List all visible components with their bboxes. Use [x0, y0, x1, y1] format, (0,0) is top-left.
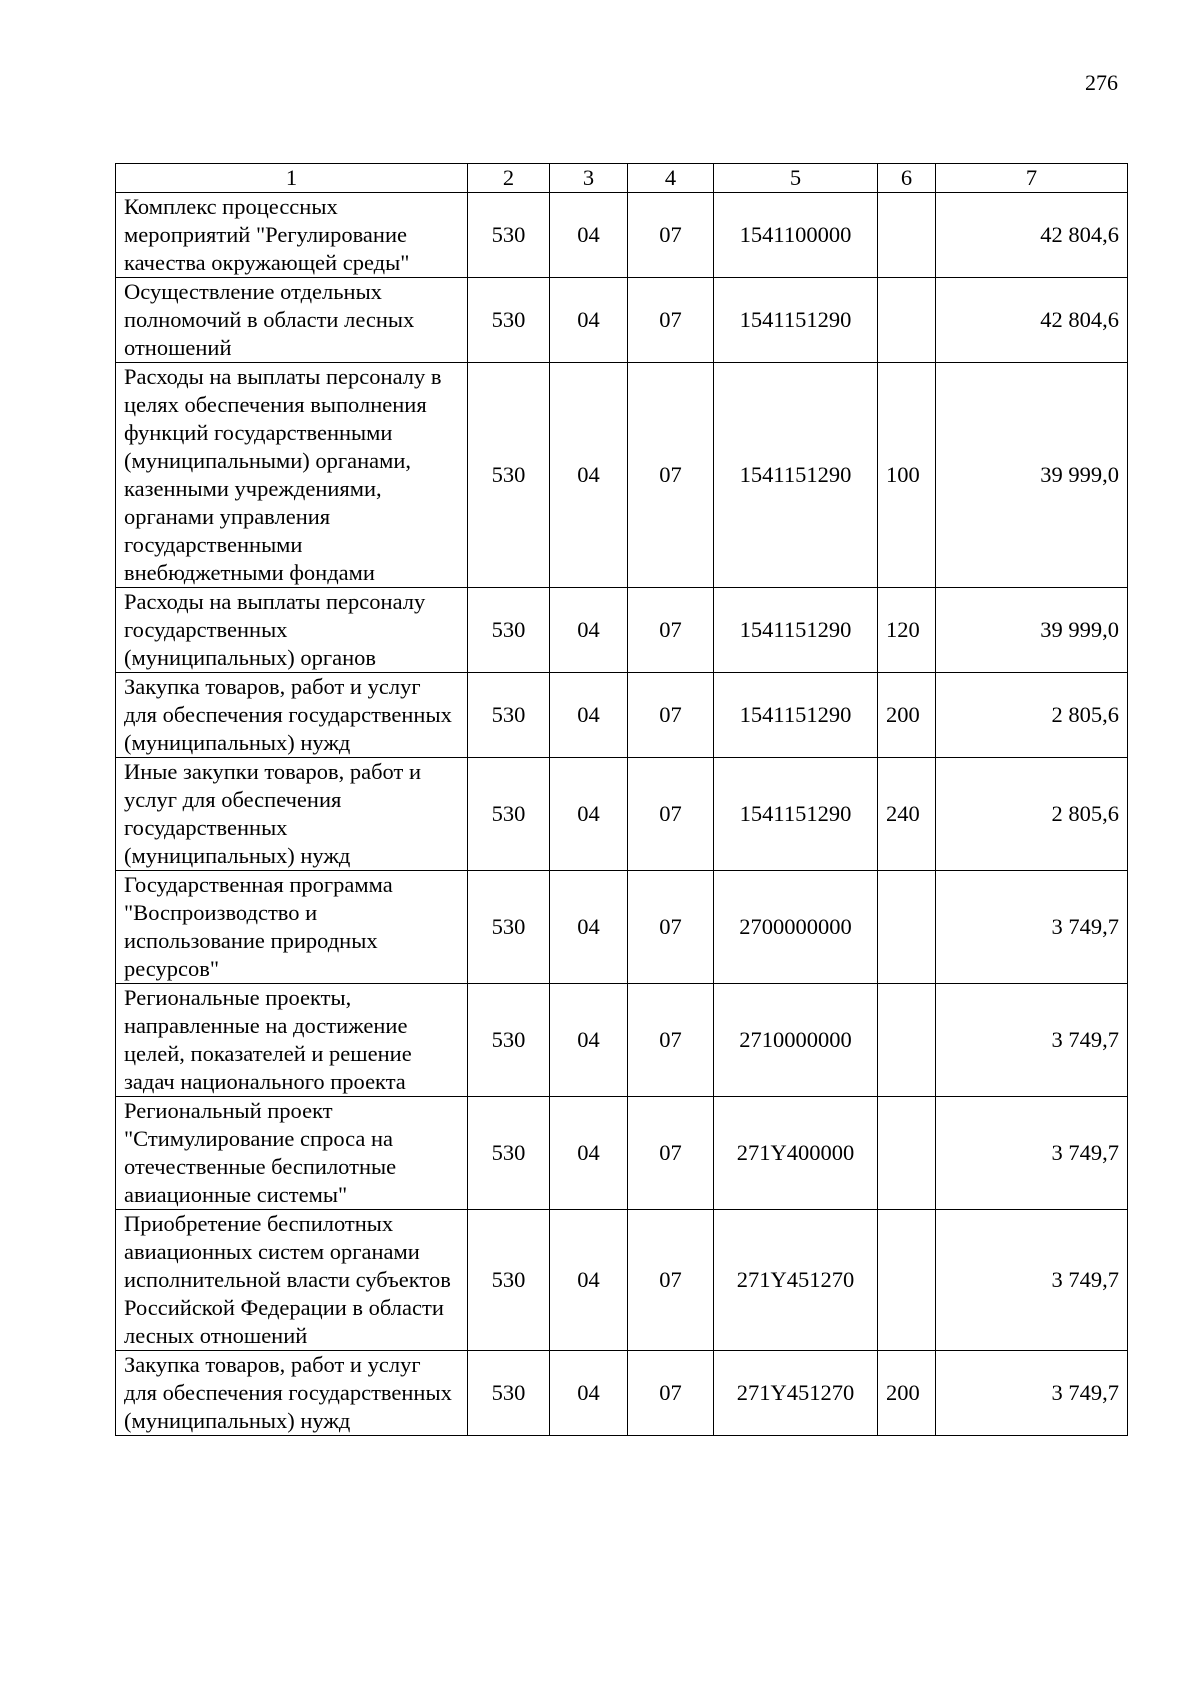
- amount-cell: 42 804,6: [936, 278, 1128, 363]
- grbs-code-cell: 530: [468, 1097, 550, 1210]
- target-article-cell: 271Y400000: [714, 1097, 878, 1210]
- amount-cell: 42 804,6: [936, 193, 1128, 278]
- expense-name-cell: Закупка товаров, работ и услуг для обеспечения государственных (муниципальных) нужд: [116, 1351, 468, 1436]
- section-code-cell: 04: [550, 1351, 628, 1436]
- amount-cell: 39 999,0: [936, 363, 1128, 588]
- amount-cell: 3 749,7: [936, 1210, 1128, 1351]
- expense-type-cell: 200: [878, 673, 936, 758]
- expense-type-cell: [878, 278, 936, 363]
- target-article-cell: 2710000000: [714, 984, 878, 1097]
- expense-type-cell: [878, 193, 936, 278]
- table-row: [116, 673, 1128, 758]
- target-article-cell: 1541100000: [714, 193, 878, 278]
- amount-cell: 3 749,7: [936, 1097, 1128, 1210]
- table-row: [116, 871, 1128, 984]
- amount-cell: 3 749,7: [936, 984, 1128, 1097]
- table-header-row: [116, 164, 1128, 193]
- section-code-cell: 04: [550, 588, 628, 673]
- target-article-cell: 2700000000: [714, 871, 878, 984]
- target-article-cell: 271Y451270: [714, 1210, 878, 1351]
- subsection-code-cell: 07: [628, 588, 714, 673]
- column-header: 3: [550, 164, 628, 193]
- expense-name-cell: Расходы на выплаты персоналу в целях обеспечения выполнения функций государственными (муниципальными) органами, казенными учреждениями, органами управления государственными внебюджетными фондами: [116, 363, 468, 588]
- subsection-code-cell: 07: [628, 673, 714, 758]
- table-row: [116, 278, 1128, 363]
- expense-name-cell: Приобретение беспилотных авиационных систем органами исполнительной власти субъектов Российской Федерации в области лесных отношений: [116, 1210, 468, 1351]
- amount-cell: 2 805,6: [936, 758, 1128, 871]
- table-row: [116, 588, 1128, 673]
- expense-name-cell: Комплекс процессных мероприятий "Регулирование качества окружающей среды": [116, 193, 468, 278]
- expense-type-cell: [878, 1097, 936, 1210]
- expense-name-cell: Государственная программа "Воспроизводство и использование природных ресурсов": [116, 871, 468, 984]
- expense-type-cell: 120: [878, 588, 936, 673]
- table-row: [116, 363, 1128, 588]
- amount-cell: 3 749,7: [936, 1351, 1128, 1436]
- expense-type-cell: 100: [878, 363, 936, 588]
- table-row: [116, 1097, 1128, 1210]
- subsection-code-cell: 07: [628, 984, 714, 1097]
- section-code-cell: 04: [550, 278, 628, 363]
- table-row: [116, 984, 1128, 1097]
- page-number: 276: [1085, 70, 1118, 95]
- grbs-code-cell: 530: [468, 871, 550, 984]
- amount-cell: 39 999,0: [936, 588, 1128, 673]
- section-code-cell: 04: [550, 984, 628, 1097]
- expense-type-cell: [878, 1210, 936, 1351]
- target-article-cell: 1541151290: [714, 278, 878, 363]
- expense-type-cell: 200: [878, 1351, 936, 1436]
- section-code-cell: 04: [550, 1097, 628, 1210]
- amount-cell: 2 805,6: [936, 673, 1128, 758]
- grbs-code-cell: 530: [468, 278, 550, 363]
- table-row: [116, 1210, 1128, 1351]
- column-header: 5: [714, 164, 878, 193]
- section-code-cell: 04: [550, 871, 628, 984]
- subsection-code-cell: 07: [628, 1351, 714, 1436]
- target-article-cell: 1541151290: [714, 588, 878, 673]
- table-row: [116, 193, 1128, 278]
- section-code-cell: 04: [550, 193, 628, 278]
- subsection-code-cell: 07: [628, 1210, 714, 1351]
- grbs-code-cell: 530: [468, 588, 550, 673]
- table-row: [116, 758, 1128, 871]
- target-article-cell: 1541151290: [714, 673, 878, 758]
- subsection-code-cell: 07: [628, 363, 714, 588]
- expense-name-cell: Региональные проекты, направленные на достижение целей, показателей и решение задач национального проекта: [116, 984, 468, 1097]
- grbs-code-cell: 530: [468, 758, 550, 871]
- column-header: 6: [878, 164, 936, 193]
- target-article-cell: 271Y451270: [714, 1351, 878, 1436]
- expense-name-cell: Расходы на выплаты персоналу государственных (муниципальных) органов: [116, 588, 468, 673]
- section-code-cell: 04: [550, 1210, 628, 1351]
- expense-name-cell: Осуществление отдельных полномочий в области лесных отношений: [116, 278, 468, 363]
- grbs-code-cell: 530: [468, 1351, 550, 1436]
- target-article-cell: 1541151290: [714, 363, 878, 588]
- budget-table: [115, 163, 1128, 1436]
- section-code-cell: 04: [550, 758, 628, 871]
- subsection-code-cell: 07: [628, 758, 714, 871]
- column-header: 7: [936, 164, 1128, 193]
- subsection-code-cell: 07: [628, 278, 714, 363]
- column-header: 1: [116, 164, 468, 193]
- grbs-code-cell: 530: [468, 1210, 550, 1351]
- grbs-code-cell: 530: [468, 193, 550, 278]
- table-row: [116, 1351, 1128, 1436]
- subsection-code-cell: 07: [628, 871, 714, 984]
- expense-type-cell: 240: [878, 758, 936, 871]
- expense-name-cell: Закупка товаров, работ и услуг для обеспечения государственных (муниципальных) нужд: [116, 673, 468, 758]
- subsection-code-cell: 07: [628, 1097, 714, 1210]
- expense-name-cell: Иные закупки товаров, работ и услуг для обеспечения государственных (муниципальных) нужд: [116, 758, 468, 871]
- expense-type-cell: [878, 871, 936, 984]
- expense-type-cell: [878, 984, 936, 1097]
- section-code-cell: 04: [550, 673, 628, 758]
- subsection-code-cell: 07: [628, 193, 714, 278]
- section-code-cell: 04: [550, 363, 628, 588]
- grbs-code-cell: 530: [468, 363, 550, 588]
- column-header: 4: [628, 164, 714, 193]
- expense-name-cell: Региональный проект "Стимулирование спроса на отечественные беспилотные авиационные системы": [116, 1097, 468, 1210]
- grbs-code-cell: 530: [468, 984, 550, 1097]
- target-article-cell: 1541151290: [714, 758, 878, 871]
- grbs-code-cell: 530: [468, 673, 550, 758]
- amount-cell: 3 749,7: [936, 871, 1128, 984]
- column-header: 2: [468, 164, 550, 193]
